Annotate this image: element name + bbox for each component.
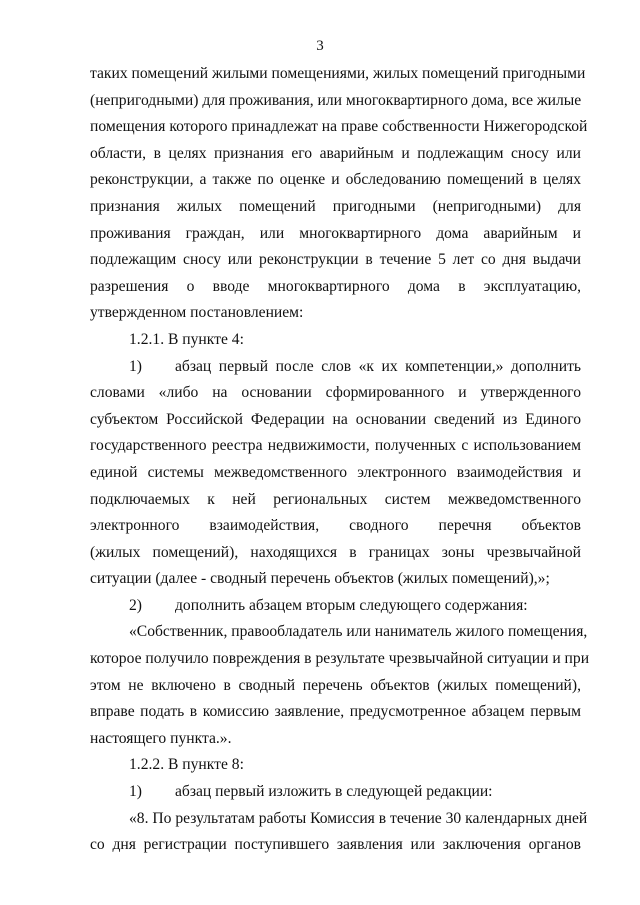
text-line: вправе подать в комиссию заявление, предусмотренное абзацем первым bbox=[90, 703, 581, 721]
text-line: разрешения о вводе многоквартирного дома в эксплуатацию, bbox=[90, 277, 581, 295]
text-line: утвержденном постановлением: bbox=[90, 304, 304, 322]
list-item-text: абзац первый после слов «к их компетенции,» дополнить bbox=[175, 357, 581, 375]
text-line: (непригодными) для проживания, или многоквартирного дома, все жилые bbox=[90, 91, 582, 109]
text-line: признания жилых помещений пригодными (непригодными) для bbox=[90, 197, 581, 215]
text-line: со дня регистрации поступившего заявления или заключения органов bbox=[90, 836, 581, 854]
list-item-text: дополнить абзацем вторым следующего содержания: bbox=[175, 596, 528, 614]
text-line: подключаемых к ней региональных систем межведомственного bbox=[90, 490, 581, 508]
text-line: государственного реестра недвижимости, полученных с использованием bbox=[90, 437, 581, 455]
text-line: (жилых помещений), находящихся в границах зоны чрезвычайной bbox=[90, 543, 581, 561]
text-line: «Собственник, правообладатель или наниматель жилого помещения, bbox=[129, 623, 588, 641]
text-line: единой системы межведомственного электронного взаимодействия и bbox=[90, 463, 581, 481]
page-number: 3 bbox=[316, 38, 324, 54]
list-item bbox=[90, 593, 581, 620]
text-line: помещения которого принадлежат на праве собственности Нижегородской bbox=[90, 118, 588, 136]
text-line: ситуации (далее - сводный перечень объектов (жилых помещений),»; bbox=[90, 570, 550, 588]
text-line: подлежащим сносу или реконструкции в течение 5 лет со дня выдачи bbox=[90, 251, 581, 269]
text-line: настоящего пункта.». bbox=[90, 729, 232, 747]
text-line: таких помещений жилыми помещениями, жилых помещений пригодными bbox=[90, 65, 586, 82]
text-line: «8. По результатам работы Комиссия в течение 30 календарных дней bbox=[129, 809, 588, 827]
text-line: проживания граждан, или многоквартирного дома аварийным и bbox=[90, 224, 581, 242]
text-line: области, в целях признания его аварийным и подлежащим сносу или bbox=[90, 144, 581, 162]
list-number: 1) bbox=[129, 357, 142, 375]
text-line: словами «либо на основании сформированного и утвержденного bbox=[90, 384, 581, 402]
list-item-text: абзац первый изложить в следующей редакции: bbox=[175, 783, 493, 801]
list-item bbox=[90, 354, 581, 381]
clause-heading: 1.2.1. В пункте 4: bbox=[129, 330, 244, 348]
list-item bbox=[90, 779, 581, 806]
text-line: этом не включено в сводный перечень объектов (жилых помещений), bbox=[90, 676, 581, 694]
text-line: субъектом Российской Федерации на основании сведений из Единого bbox=[90, 410, 581, 428]
text-line: реконструкции, а также по оценке и обследованию помещений в целях bbox=[90, 171, 581, 189]
text-line: электронного взаимодействия, сводного перечня объектов bbox=[90, 517, 581, 535]
document-body bbox=[90, 61, 590, 859]
text-line: которое получило повреждения в результате чрезвычайной ситуации и при bbox=[90, 650, 590, 668]
list-number: 2) bbox=[129, 596, 142, 614]
clause-heading: 1.2.2. В пункте 8: bbox=[129, 756, 244, 774]
list-number: 1) bbox=[129, 783, 142, 801]
